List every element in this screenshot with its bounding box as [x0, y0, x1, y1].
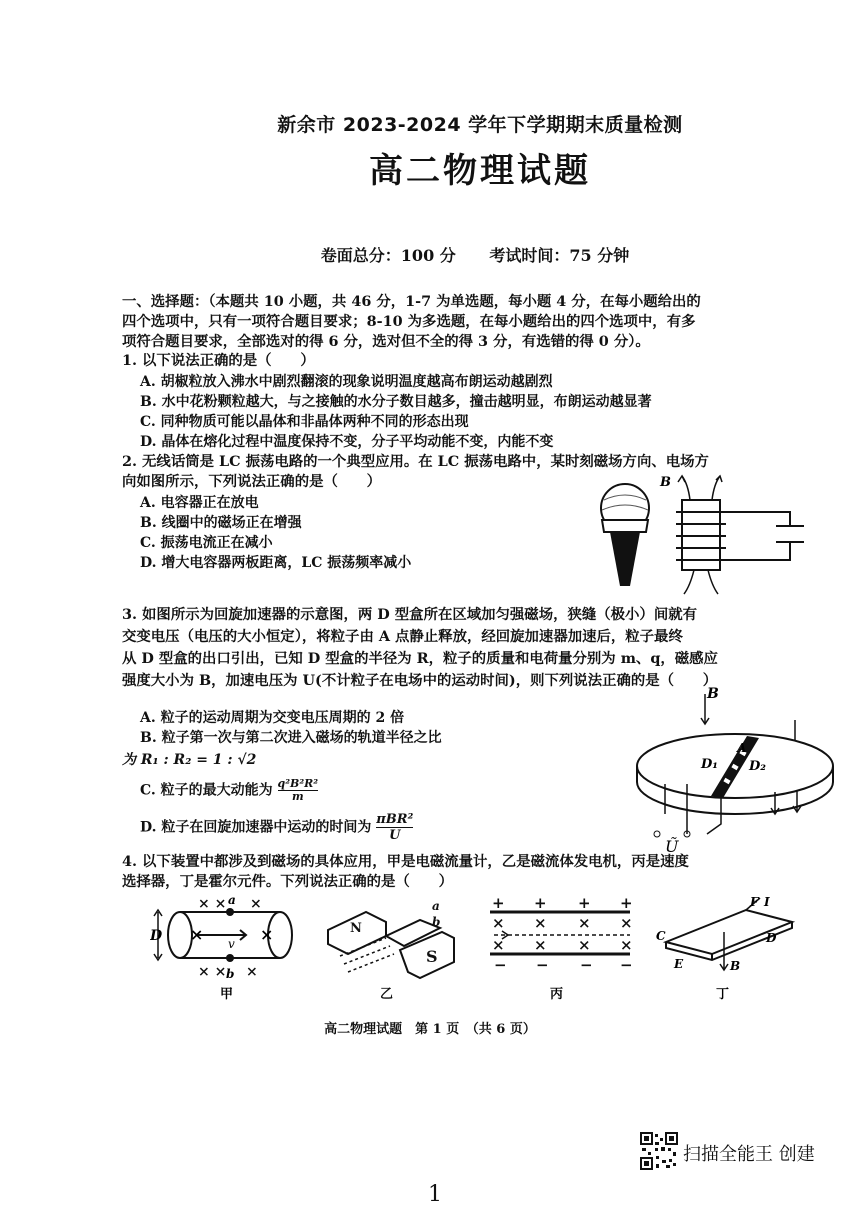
svg-text:×: ×: [620, 914, 633, 932]
svg-text:−: −: [620, 956, 633, 974]
svg-text:+: +: [620, 894, 633, 912]
q3-stem-line-2: 交变电压（电压的大小恒定），将粒子由 A 点静止释放，经回旋加速器加速后，粒子最终: [122, 628, 683, 645]
flowmeter-label-b: b: [226, 967, 235, 981]
q3-option-c-text: C. 粒子的最大动能为: [140, 782, 273, 799]
q3-option-c: [140, 778, 318, 803]
mhd-label-s: S: [426, 947, 438, 966]
velocity-selector-figure: [490, 894, 633, 1002]
q3-option-d-numerator: πBR²: [376, 812, 414, 827]
svg-text:× ×: × ×: [198, 896, 227, 912]
terminal-left: [654, 831, 660, 837]
cyclotron-label-b: B: [707, 686, 719, 702]
q3-option-a: A. 粒子的运动周期为交变电压周期的 2 倍: [140, 710, 405, 726]
svg-text:×: ×: [492, 914, 505, 932]
q2-option-a: A. 电容器正在放电: [140, 495, 259, 511]
mhd-generator-figure: [328, 899, 454, 1002]
cyclotron-label-u: Ũ: [665, 837, 679, 854]
svg-text:×: ×: [260, 925, 274, 944]
hall-label-b: B: [730, 959, 741, 973]
q3-option-c-numerator: q²B²R²: [277, 777, 319, 790]
q3-option-b-line-2: 为 R₁ : R₂ = 1 : √2: [122, 752, 257, 768]
svg-text:−: −: [536, 956, 549, 974]
exam-time: 考试时间：75 分钟: [489, 246, 630, 265]
mhd-label-b: b: [432, 915, 441, 929]
svg-text:+: +: [578, 894, 591, 912]
flowmeter-figure: [150, 893, 292, 1002]
svg-text:×: ×: [620, 936, 633, 954]
svg-text:× ×: × ×: [198, 964, 227, 980]
q3-option-b-line-1: B. 粒子第一次与第二次进入磁场的轨道半径之比: [140, 730, 442, 746]
q3-option-d: [140, 812, 413, 843]
mhd-label-n: N: [350, 921, 362, 936]
section-intro-line-3: 项符合题目要求，全部选对的得 6 分，选对但不全的得 3 分，有选错的得 0 分）。: [122, 333, 650, 350]
microphone-handle: [610, 532, 640, 586]
fig-label-bing: 丙: [550, 987, 564, 1002]
svg-text:−: −: [580, 956, 593, 974]
hall-element-figure: [656, 895, 792, 1002]
mhd-label-a: a: [432, 899, 440, 913]
svg-text:×: ×: [492, 936, 505, 954]
section-intro-line-2: 四个选项中，只有一项符合题目要求；8-10 为多选题，在每小题给出的四个选项中，有多: [122, 313, 696, 330]
flowmeter-label-v: v: [228, 937, 235, 951]
flowmeter-label-a: a: [228, 893, 236, 907]
q2-option-b: B. 线圈中的磁场正在增强: [140, 515, 302, 531]
exam-meta: [0, 243, 860, 266]
fig-label-yi: 乙: [380, 987, 394, 1002]
svg-text:×: ×: [578, 914, 591, 932]
cyclotron-label-d2: D₂: [749, 759, 766, 774]
fig-label-jia: 甲: [220, 987, 234, 1002]
q4-figures: [150, 892, 810, 1004]
svg-text:−: −: [494, 956, 507, 974]
svg-text:×: ×: [190, 925, 204, 944]
capacitor-leads: [726, 512, 804, 560]
svg-text:×: ×: [578, 936, 591, 954]
exam-subtitle: 新余市 2023-2024 学年下学期期末质量检测: [277, 114, 683, 136]
q2-stem-line-2: 向如图所示，下列说法正确的是（ ）: [122, 473, 382, 490]
hall-label-i: I: [764, 895, 770, 909]
q4-stem-line-1: 4. 以下装置中都涉及到磁场的具体应用，甲是电磁流量计，乙是磁流体发电机，丙是速度: [122, 853, 689, 870]
q2-option-c: C. 振荡电流正在减小: [140, 535, 273, 551]
q2-stem-line-1: 2. 无线话筒是 LC 振荡电路的一个典型应用。在 LC 振荡电路中，某时刻磁场方向、电场方: [122, 453, 709, 470]
exam-title: 高二物理试题: [369, 151, 591, 191]
fig-label-ding: 丁: [716, 987, 730, 1002]
scanner-watermark: 扫描全能王 创建: [683, 1144, 815, 1165]
q3-option-c-denominator: m: [292, 790, 304, 803]
cyclotron-figure: [625, 684, 845, 854]
q4-stem-line-2: 选择器，丁是霍尔元件。下列说法正确的是（ ）: [122, 873, 453, 890]
q3-option-d-denominator: U: [389, 828, 401, 843]
svg-text:×: ×: [250, 896, 262, 912]
page-footer: 高二物理试题 第 1 页 （共 6 页）: [324, 1022, 536, 1037]
svg-text:+: +: [492, 894, 505, 912]
cyclotron-label-d1: D₁: [701, 757, 718, 772]
q1-option-a: A. 胡椒粒放入沸水中剧烈翻滚的现象说明温度越高布朗运动越剧烈: [140, 374, 553, 390]
svg-text:×: ×: [534, 914, 547, 932]
q3-stem-line-4: 强度大小为 B，加速电压为 U(不计粒子在电场中的运动时间)，则下列说法正确的是（ ）: [122, 672, 718, 689]
svg-text:×: ×: [246, 964, 258, 980]
q3-stem-line-1: 3. 如图所示为回旋加速器的示意图，两 D 型盒所在区域加匀强磁场，狭缝（极小）间就有: [122, 606, 697, 623]
q3-stem-line-3: 从 D 型盒的出口引出，已知 D 型盒的半径为 R，粒子的质量和电荷量分别为 m、q，磁感应: [122, 650, 718, 667]
flowmeter-label-d: D: [150, 928, 163, 944]
field-label-b: B: [660, 475, 671, 490]
section-intro-line-1: 一、选择题：（本题共 10 小题，共 46 分，1-7 为单选题，每小题 4 分，在每小题给出的: [122, 293, 701, 310]
svg-text:+: +: [534, 894, 547, 912]
q2-option-d: D. 增大电容器两板距离，LC 振荡频率减小: [140, 555, 412, 571]
svg-text:×: ×: [534, 936, 547, 954]
microphone-band: [602, 520, 648, 532]
qr-code-icon: [640, 1132, 678, 1170]
hall-label-d: D: [766, 931, 777, 945]
page-number: 1: [428, 1182, 442, 1207]
q1-option-c: C. 同种物质可能以晶体和非晶体两种不同的形态出现: [140, 414, 469, 430]
q1-stem: 1. 以下说法正确的是（ ）: [122, 352, 315, 369]
q1-option-b: B. 水中花粉颗粒越大，与之接触的水分子数目越多，撞击越明显，布朗运动越显著: [140, 394, 652, 410]
hall-label-e: E: [674, 957, 684, 971]
lc-circuit-figure: [590, 470, 830, 600]
q3-option-d-text: D. 粒子在回旋加速器中运动的时间为: [140, 819, 372, 836]
q3-option-c-fraction: [278, 778, 319, 803]
cyclotron-label-a: A: [737, 741, 747, 755]
total-score: 卷面总分：100 分: [320, 246, 456, 265]
hall-label-f: F: [750, 895, 759, 909]
hall-label-c: C: [656, 929, 666, 943]
coil-windings: [676, 512, 726, 560]
q3-option-d-fraction: [376, 812, 413, 843]
q1-option-d: D. 晶体在熔化过程中温度保持不变，分子平均动能不变，内能不变: [140, 434, 554, 450]
